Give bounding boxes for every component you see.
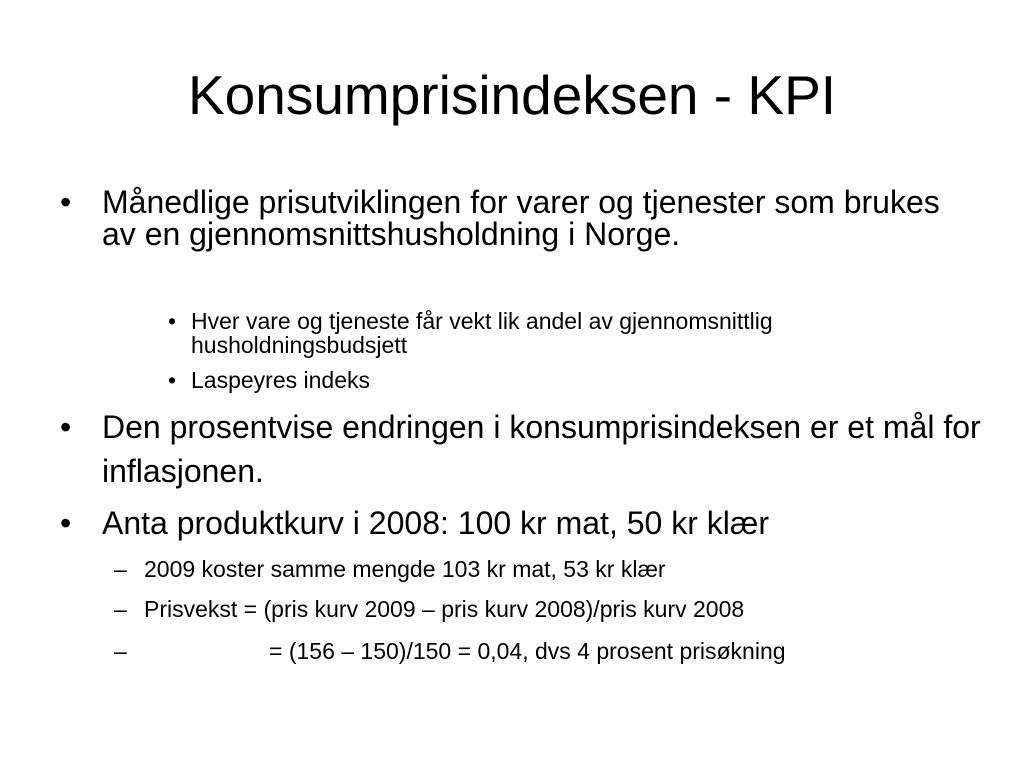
dash-marker: – xyxy=(114,638,127,664)
dash-item-2009 xyxy=(114,557,914,583)
bullet-item-monthly xyxy=(60,186,980,286)
sub-bullet-text: Hver vare og tjeneste får vekt lik andel av gjennomsnittlig husholdningsbudsjett xyxy=(191,308,773,358)
bullet-text: Anta produktkurv i 2008: 100 kr mat, 50 kr klær xyxy=(102,505,769,541)
dash-text: Prisvekst = (pris kurv 2009 – pris kurv 2008)/pris kurv 2008 xyxy=(144,596,745,622)
bullet-text: Den prosentvise endringen i konsumprisindeksen er et mål for inflasjonen. xyxy=(102,409,981,489)
dash-item-calculation xyxy=(114,639,914,665)
bullet-item-basket xyxy=(60,507,980,543)
dash-text: = (156 – 150)/150 = 0,04, dvs 4 prosent prisøkning xyxy=(269,638,786,664)
dash-item-growth-formula xyxy=(114,597,914,623)
slide-title: Konsumprisindeksen - KPI xyxy=(187,64,837,126)
dash-marker: – xyxy=(114,556,127,582)
bullet-text: Månedlige prisutviklingen for varer og tjenester som brukes av en gjennomsnittshusholdning i Norge. xyxy=(102,184,940,252)
dash-marker: – xyxy=(114,596,127,622)
bullet-item-inflation xyxy=(60,405,981,489)
sub-bullet-item-laspeyres xyxy=(168,368,928,394)
sub-bullet-marker: • xyxy=(168,367,177,393)
sub-bullet-marker: • xyxy=(168,308,177,334)
bullet-marker: • xyxy=(60,505,72,541)
sub-bullet-item-weight xyxy=(168,309,928,359)
bullet-marker: • xyxy=(60,409,72,445)
bullet-marker: • xyxy=(60,184,72,220)
sub-bullet-text: Laspeyres indeks xyxy=(191,367,370,393)
dash-text: 2009 koster samme mengde 103 kr mat, 53 kr klær xyxy=(144,556,666,582)
